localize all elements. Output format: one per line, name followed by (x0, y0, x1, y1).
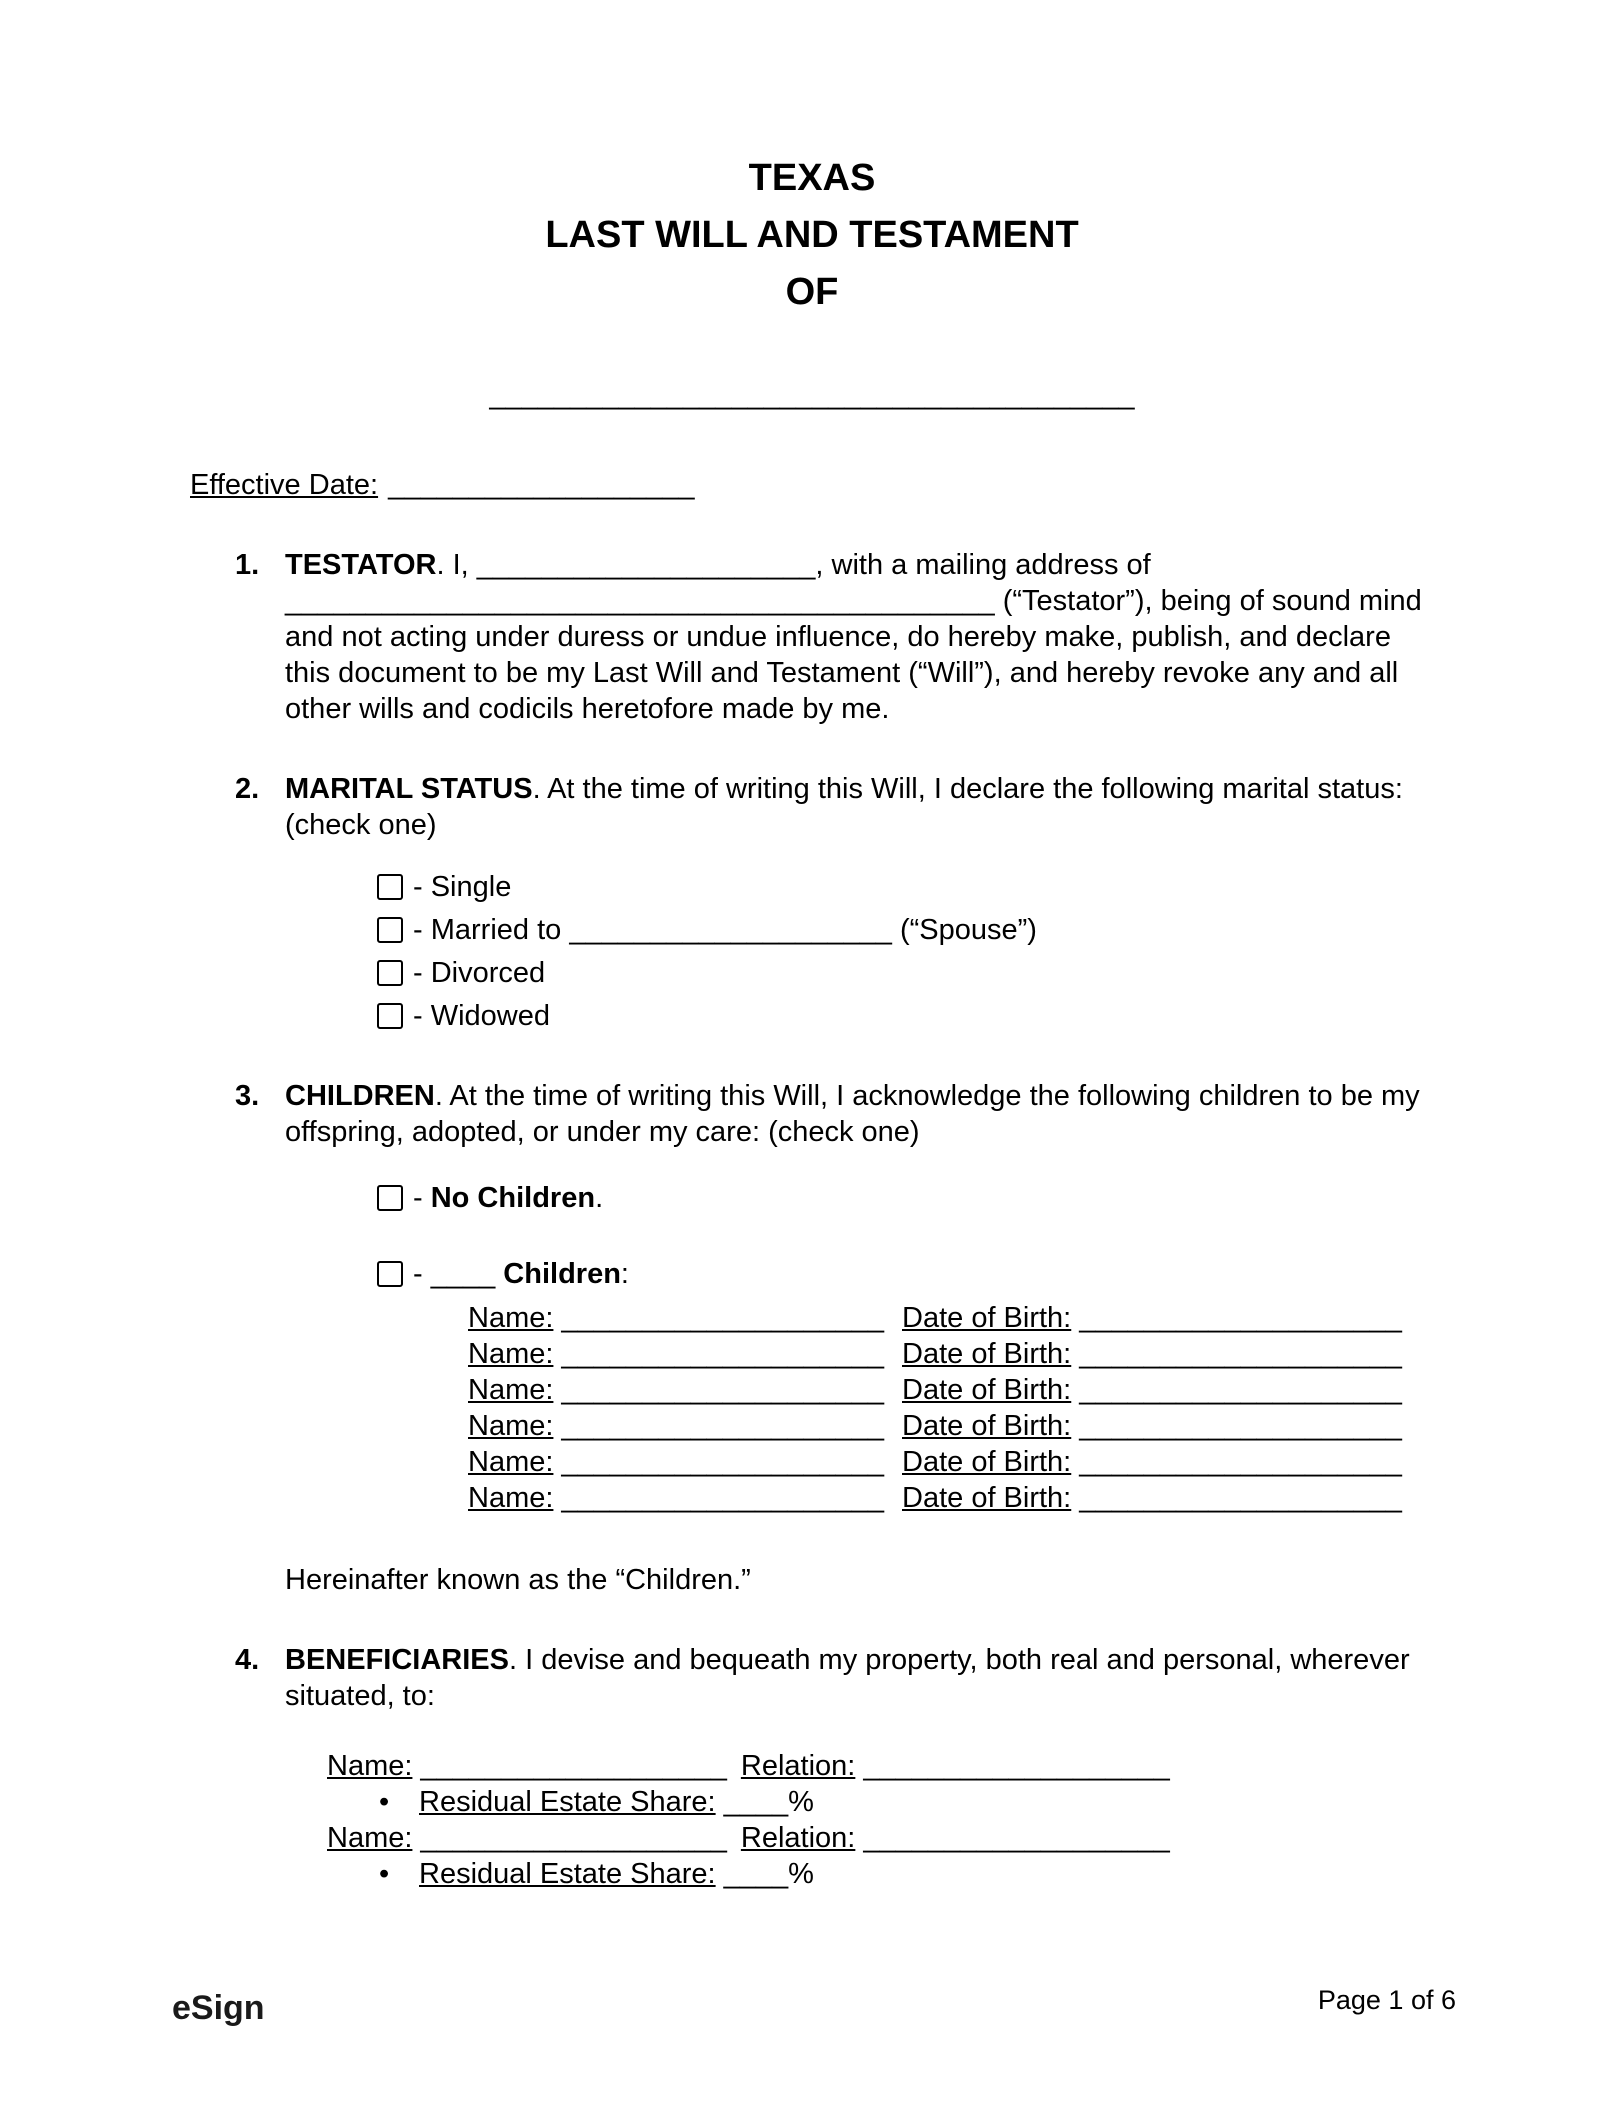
marital-option-divorced (377, 955, 1434, 991)
no-children-checkbox[interactable] (377, 1185, 403, 1211)
child-dob-blank[interactable]: ____________________ (1079, 1302, 1402, 1334)
beneficiary-relation-label: Relation: (740, 1822, 856, 1854)
beneficiary-relation-label: Relation: (740, 1750, 856, 1782)
esign-logo: eSign (172, 1989, 265, 2027)
children-list (468, 1300, 1434, 1516)
child-name-label: Name: (468, 1374, 554, 1406)
share-label: Residual Estate Share: (419, 1858, 716, 1890)
beneficiary-relation-blank[interactable]: ___________________ (863, 1750, 1170, 1782)
no-children-bold: No Children (430, 1182, 596, 1214)
child-name-label: Name: (468, 1302, 554, 1334)
beneficiary-name-blank[interactable]: ___________________ (420, 1750, 727, 1782)
effective-date-blank[interactable]: ___________________ (388, 469, 695, 501)
child-dob-blank[interactable]: ____________________ (1079, 1482, 1402, 1514)
section-children-heading: CHILDREN (285, 1080, 435, 1112)
with-children-bold: Children (503, 1258, 621, 1290)
title-line-state: TEXAS (748, 157, 876, 199)
section-beneficiaries-body: . I devise and bequeath my property, both real and personal, wherever situated, to: (285, 1644, 1410, 1712)
child-dob-blank[interactable]: ____________________ (1079, 1410, 1402, 1442)
child-name-label: Name: (468, 1482, 554, 1514)
beneficiary-name-label: Name: (327, 1750, 413, 1782)
section-children-text (285, 1078, 1434, 1150)
section-marital-content (285, 771, 1434, 1034)
section-marital-status (235, 771, 1434, 1034)
section-beneficiaries (235, 1642, 1434, 1892)
child-dob-label: Date of Birth: (902, 1338, 1072, 1370)
child-name-blank[interactable]: ____________________ (561, 1302, 884, 1334)
beneficiary-name-row (327, 1820, 1434, 1856)
child-dob-blank[interactable]: ____________________ (1079, 1446, 1402, 1478)
section-beneficiaries-content (285, 1642, 1434, 1892)
beneficiary-name-row (327, 1748, 1434, 1784)
beneficiary-share-row (379, 1856, 1434, 1892)
single-label: - Single (413, 871, 512, 903)
share-blank[interactable]: ____ (723, 1858, 789, 1890)
hereinafter-note: Hereinafter known as the “Children.” (285, 1564, 751, 1596)
bullet-icon: • (379, 1858, 390, 1890)
effective-date-label: Effective Date: (190, 469, 379, 501)
beneficiary-entry (327, 1820, 1434, 1892)
effective-date-row (190, 467, 1434, 503)
marital-options (377, 869, 1434, 1034)
section-marital-heading: MARITAL STATUS (285, 773, 533, 805)
section-marital-text (285, 771, 1434, 843)
no-children-prefix: - (413, 1182, 431, 1214)
option-no-children (377, 1180, 1434, 1216)
child-row (468, 1408, 1434, 1444)
divorced-label: - Divorced (413, 957, 546, 989)
section-testator-content (285, 547, 1434, 727)
bullet-icon: • (379, 1786, 390, 1818)
section-children-content (285, 1078, 1434, 1598)
section-children (235, 1078, 1434, 1598)
child-name-blank[interactable]: ____________________ (561, 1374, 884, 1406)
section-testator-heading: TESTATOR (285, 549, 437, 581)
child-dob-blank[interactable]: ____________________ (1079, 1374, 1402, 1406)
child-dob-label: Date of Birth: (902, 1410, 1072, 1442)
child-name-blank[interactable]: ____________________ (561, 1338, 884, 1370)
child-row (468, 1372, 1434, 1408)
title-line-main: LAST WILL AND TESTAMENT (545, 214, 1079, 256)
beneficiaries-list (327, 1748, 1434, 1892)
document-title (190, 150, 1434, 321)
section-number: 4. (235, 1644, 260, 1676)
share-label: Residual Estate Share: (419, 1786, 716, 1818)
child-dob-label: Date of Birth: (902, 1374, 1072, 1406)
children-count-blank[interactable]: - ____ (413, 1258, 504, 1290)
child-name-blank[interactable]: ____________________ (561, 1446, 884, 1478)
single-checkbox[interactable] (377, 874, 403, 900)
child-name-label: Name: (468, 1338, 554, 1370)
beneficiary-name-blank[interactable]: ___________________ (420, 1822, 727, 1854)
with-children-suffix: : (620, 1258, 629, 1290)
widowed-label: - Widowed (413, 1000, 550, 1032)
section-number: 1. (235, 549, 260, 581)
section-beneficiaries-text (285, 1642, 1434, 1714)
marital-option-widowed (377, 998, 1434, 1034)
section-testator (235, 547, 1434, 727)
child-name-label: Name: (468, 1410, 554, 1442)
testator-name-blank[interactable]: ________________________________________ (489, 379, 1135, 411)
section-testator-body: . I, _____________________, with a mailing address of ____________________________________________ (“Testator”), being of sound mind and not acting under duress or undue influence, do hereby make, publish, and declare this document to be my Last Will and Testament (“Will”), and hereby revoke any and all other wills and codicils heretofore made by me. (285, 549, 1422, 725)
option-with-children (377, 1256, 1434, 1292)
child-row (468, 1480, 1434, 1516)
child-row (468, 1336, 1434, 1372)
with-children-label (413, 1256, 629, 1292)
marital-option-single (377, 869, 1434, 905)
child-row (468, 1300, 1434, 1336)
child-dob-label: Date of Birth: (902, 1302, 1072, 1334)
child-name-label: Name: (468, 1446, 554, 1478)
no-children-label (413, 1180, 603, 1216)
title-line-of: OF (785, 271, 839, 313)
child-dob-blank[interactable]: ____________________ (1079, 1338, 1402, 1370)
beneficiary-relation-blank[interactable]: ___________________ (863, 1822, 1170, 1854)
section-children-body: . At the time of writing this Will, I acknowledge the following children to be my offspring, adopted, or under my care: (check one) (285, 1080, 1420, 1148)
child-row (468, 1444, 1434, 1480)
beneficiary-name-label: Name: (327, 1822, 413, 1854)
section-beneficiaries-heading: BENEFICIARIES (285, 1644, 509, 1676)
child-name-blank[interactable]: ____________________ (561, 1410, 884, 1442)
percent-sign: % (788, 1786, 814, 1818)
married-label: - Married to ____________________ (“Spouse”) (413, 914, 1037, 946)
share-blank[interactable]: ____ (723, 1786, 789, 1818)
married-checkbox[interactable] (377, 917, 403, 943)
beneficiary-share-row (379, 1784, 1434, 1820)
child-dob-label: Date of Birth: (902, 1446, 1072, 1478)
with-children-checkbox[interactable] (377, 1261, 403, 1287)
marital-option-married (377, 912, 1434, 948)
no-children-suffix: . (595, 1182, 604, 1214)
section-marital-body: . At the time of writing this Will, I declare the following marital status: (check one) (285, 773, 1403, 841)
child-dob-label: Date of Birth: (902, 1482, 1072, 1514)
divorced-checkbox[interactable] (377, 960, 403, 986)
percent-sign: % (788, 1858, 814, 1890)
widowed-checkbox[interactable] (377, 1003, 403, 1029)
section-number: 2. (235, 773, 260, 805)
beneficiary-entry (327, 1748, 1434, 1820)
child-name-blank[interactable]: ____________________ (561, 1482, 884, 1514)
section-number: 3. (235, 1080, 260, 1112)
page-number: Page 1 of 6 (1317, 1985, 1456, 2015)
